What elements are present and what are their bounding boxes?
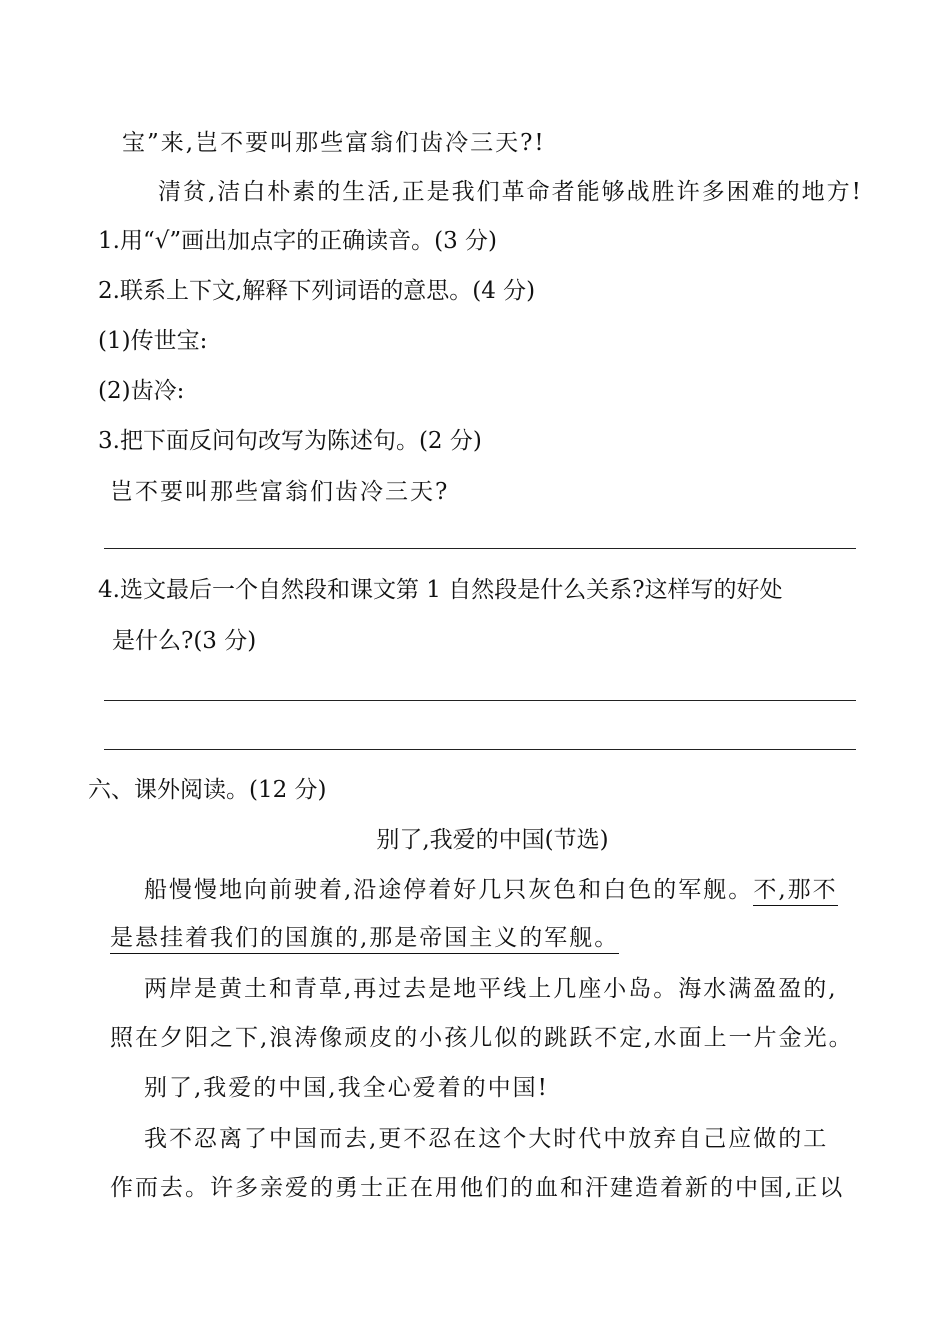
reading-title: 别了,我爱的中国(节选) (376, 827, 609, 853)
answer-line-q3 (104, 548, 856, 549)
question-2-item-2: (2)齿冷: (98, 378, 185, 404)
question-3: 3.把下面反问句改写为陈述句。(2 分) (98, 428, 482, 454)
question-1: 1.用“√”画出加点字的正确读音。(3 分) (98, 228, 498, 254)
question-4-line-2: 是什么?(3 分) (112, 628, 257, 654)
answer-line-q4-2 (104, 749, 856, 750)
answer-line-q4-1 (104, 700, 856, 701)
reading-paragraph-4-line-1: 我不忍离了中国而去,更不忍在这个大时代中放弃自己应做的工 (144, 1126, 829, 1152)
passage-line-1: 宝”来,岂不要叫那些富翁们齿冷三天?! (122, 130, 546, 156)
question-4-line-1: 4.选文最后一个自然段和课文第 1 自然段是什么关系?这样写的好处 (98, 577, 783, 603)
reading-paragraph-2-line-1: 两岸是黄土和青草,再过去是地平线上几座小岛。海水满盈盈的, (144, 976, 838, 1002)
reading-paragraph-2-line-2: 照在夕阳之下,浪涛像顽皮的小孩儿似的跳跃不定,水面上一片金光。 (110, 1025, 854, 1051)
reading-paragraph-3: 别了,我爱的中国,我全心爱着的中国! (144, 1075, 549, 1101)
question-3-sentence: 岂不要叫那些富翁们齿冷三天? (110, 479, 450, 505)
reading-paragraph-4-line-2: 作而去。许多亲爱的勇士正在用他们的血和汗建造着新的中国,正以 (110, 1175, 845, 1201)
reading-p1-text: 船慢慢地向前驶着,沿途停着好几只灰色和白色的军舰。 (144, 877, 754, 903)
question-2: 2.联系上下文,解释下列词语的意思。(4 分) (98, 278, 536, 304)
passage-line-2: 清贫,洁白朴素的生活,正是我们革命者能够战胜许多困难的地方! (158, 179, 863, 205)
underlined-sentence-end: 是悬挂着我们的国旗的,那是帝国主义的军舰。 (110, 925, 619, 954)
underlined-sentence-start: 不,那不 (753, 877, 837, 906)
section-6-heading: 六、课外阅读。(12 分) (88, 777, 327, 803)
reading-paragraph-1-line-1 (144, 875, 838, 905)
reading-paragraph-1-line-2 (110, 923, 619, 953)
question-2-item-1: (1)传世宝: (98, 328, 208, 354)
